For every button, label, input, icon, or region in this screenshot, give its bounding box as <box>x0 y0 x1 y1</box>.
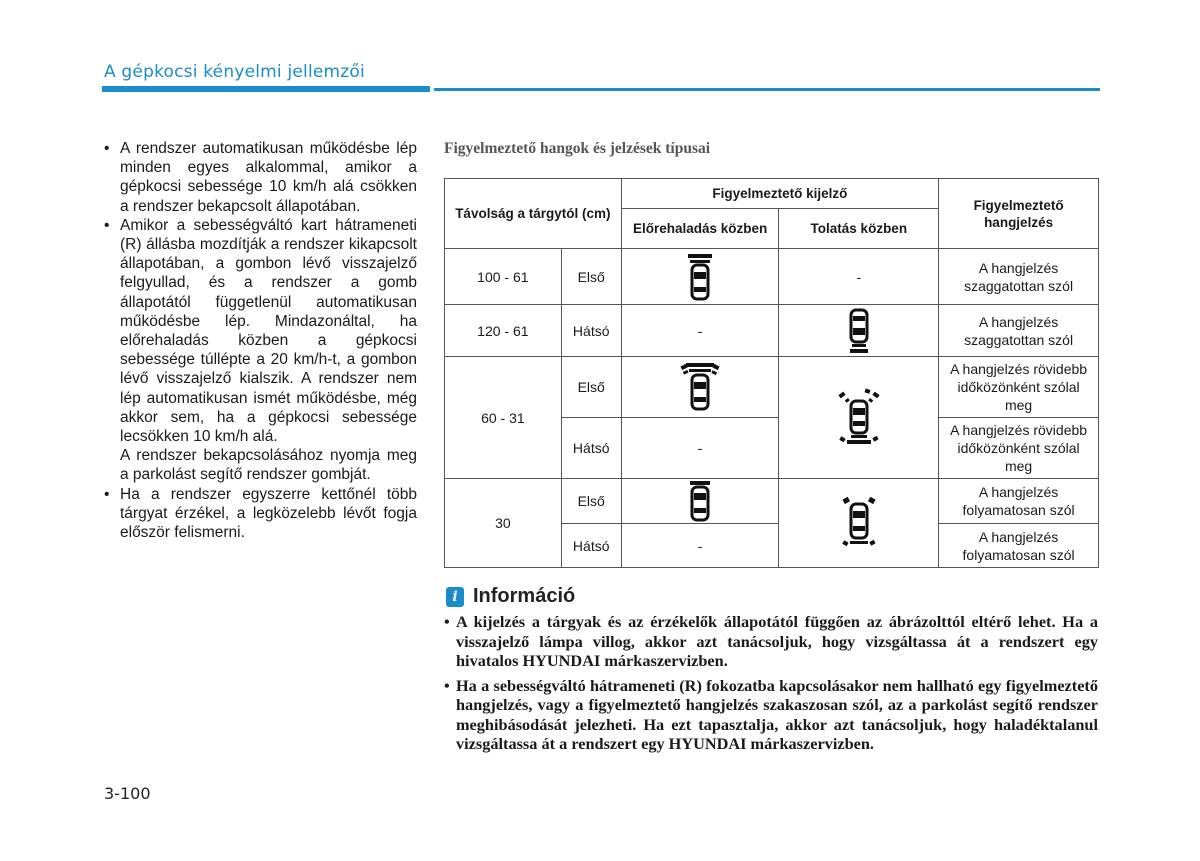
sensor-cell: Hátsó <box>561 305 621 357</box>
car-front-1-icon <box>683 252 717 302</box>
info-body <box>444 612 1098 759</box>
table-row <box>445 249 1099 305</box>
info-item <box>444 676 1098 754</box>
info-title: Információ <box>473 585 576 607</box>
reverse-dash: - <box>779 249 939 305</box>
sensor-cell: Hátsó <box>561 524 621 568</box>
distance-cell: 60 - 31 <box>445 357 562 479</box>
page-number: 3-100 <box>104 784 151 803</box>
car-rear-1-icon <box>845 308 873 354</box>
table-row <box>445 305 1099 357</box>
distance-cell: 120 - 61 <box>445 305 562 357</box>
forward-dash: - <box>621 305 779 357</box>
sensor-cell: Hátsó <box>561 418 621 479</box>
reverse-icon-cell <box>779 479 939 568</box>
sensor-cell: Első <box>561 479 621 524</box>
sound-cell: A hangjelzés folyamatosan szól <box>939 479 1099 524</box>
table-row <box>445 479 1099 524</box>
car-corners-3-icon <box>841 495 877 551</box>
header-rule-thick <box>102 86 430 92</box>
table-row <box>445 357 1099 418</box>
sound-cell: A hangjelzés rövidebb időközönként szólal meg <box>939 357 1099 418</box>
note-paragraph: A rendszer bekapcsolásához nyomja meg a parkolást segítő rendszer gombját. <box>120 447 417 484</box>
info-item <box>444 612 1098 671</box>
bullet-text: A rendszer automatikusan működésbe lép minden egyes alkalommal, amikor a gépkocsi sebessége 10 km/h alá csökken a rendszer bekapcsolt állapotában. <box>120 140 417 215</box>
sound-cell: A hangjelzés szaggatottan szól <box>939 305 1099 357</box>
reverse-icon-cell <box>779 357 939 479</box>
bullet-dot: • <box>104 485 110 503</box>
forward-icon-cell <box>621 357 779 418</box>
car-front-2-icon <box>678 362 722 412</box>
sound-cell: A hangjelzés folyamatosan szól <box>939 524 1099 568</box>
distance-cell: 30 <box>445 479 562 568</box>
reverse-icon-cell <box>779 305 939 357</box>
bullet-text: Ha a rendszer egyszerre kettőnél több tárgyat érzékel, a legközelebb lévőt fogja először felismerni. <box>120 485 417 542</box>
info-icon: i <box>446 587 464 607</box>
table-caption: Figyelmeztető hangok és jelzések típusai <box>444 140 711 157</box>
header-forward: Előrehaladás közben <box>621 209 779 249</box>
bullet-dot: • <box>444 675 450 695</box>
info-text: A kijelzés a tárgyak és az érzékelők állapotától függően az ábrázolttól eltérő lehet. Ha a visszajelző lámpa villog, akkor azt tanácsoljuk, hogy vizsgáltassa át a rendszert egy hivatalos HYUNDAI márkaszervizben. <box>456 612 1098 670</box>
sensor-cell: Első <box>561 357 621 418</box>
car-front-3-icon <box>685 480 715 522</box>
header-reverse: Tolatás közben <box>779 209 939 249</box>
bullet-text: Amikor a sebességváltó kart hátrameneti (R) állásba mozdítják a rendszer kikapcsolt állapotában, a gombon lévő visszajelző felgyullad, és a rendszer a gomb állapotától függetlenül automatikusan működésbe lép. Mindazonáltal, ha előrehaladás közben a gépkocsi sebessége túllépte a 20 km/h-t, a gombon lévő visszajelző kialszik. A rendszer nem lép automatikusan ismét működésbe, még akkor sem, ha a gépkocsi sebessége lecsökken 10 km/h alá. <box>120 216 417 446</box>
warning-table <box>444 178 1099 568</box>
sound-cell: A hangjelzés rövidebb időközönként szólal meg <box>939 418 1099 479</box>
bullet-dot: • <box>444 612 450 631</box>
bullet-dot: • <box>104 140 110 157</box>
info-heading <box>446 585 575 608</box>
sensor-cell: Első <box>561 249 621 305</box>
forward-icon-cell <box>621 249 779 305</box>
header-sound: Figyelmeztető hangjelzés <box>939 179 1099 249</box>
bullet-item <box>103 216 417 446</box>
header-indicator: Figyelmeztető kijelző <box>621 179 938 209</box>
left-column <box>103 139 417 542</box>
forward-dash: - <box>621 524 779 568</box>
header-distance: Távolság a tárgytól (cm) <box>445 179 622 249</box>
bullet-item <box>103 485 417 543</box>
forward-dash: - <box>621 418 779 479</box>
forward-icon-cell <box>621 479 779 524</box>
info-text: Ha a sebességváltó hátrameneti (R) fokozatba kapcsolásakor nem hallható egy figyelmeztető hangjelzés, vagy a figyelmeztető hangjelzés szakaszosan szól, az a parkolást segítő rendszer meghibásodását jelezheti. Ha ezt tapasztalja, akkor azt tanácsoljuk, hogy haladéktalanul vizsgáltassa át a rendszert egy HYUNDAI márkaszervizben. <box>456 675 1098 753</box>
bullet-dot: • <box>104 216 110 234</box>
header-rule-thin <box>434 88 1100 91</box>
section-title: A gépkocsi kényelmi jellemzői <box>104 62 365 82</box>
distance-cell: 100 - 61 <box>445 249 562 305</box>
bullet-item <box>103 139 417 216</box>
car-corners-2-icon <box>837 387 881 449</box>
sound-cell: A hangjelzés szaggatottan szól <box>939 249 1099 305</box>
